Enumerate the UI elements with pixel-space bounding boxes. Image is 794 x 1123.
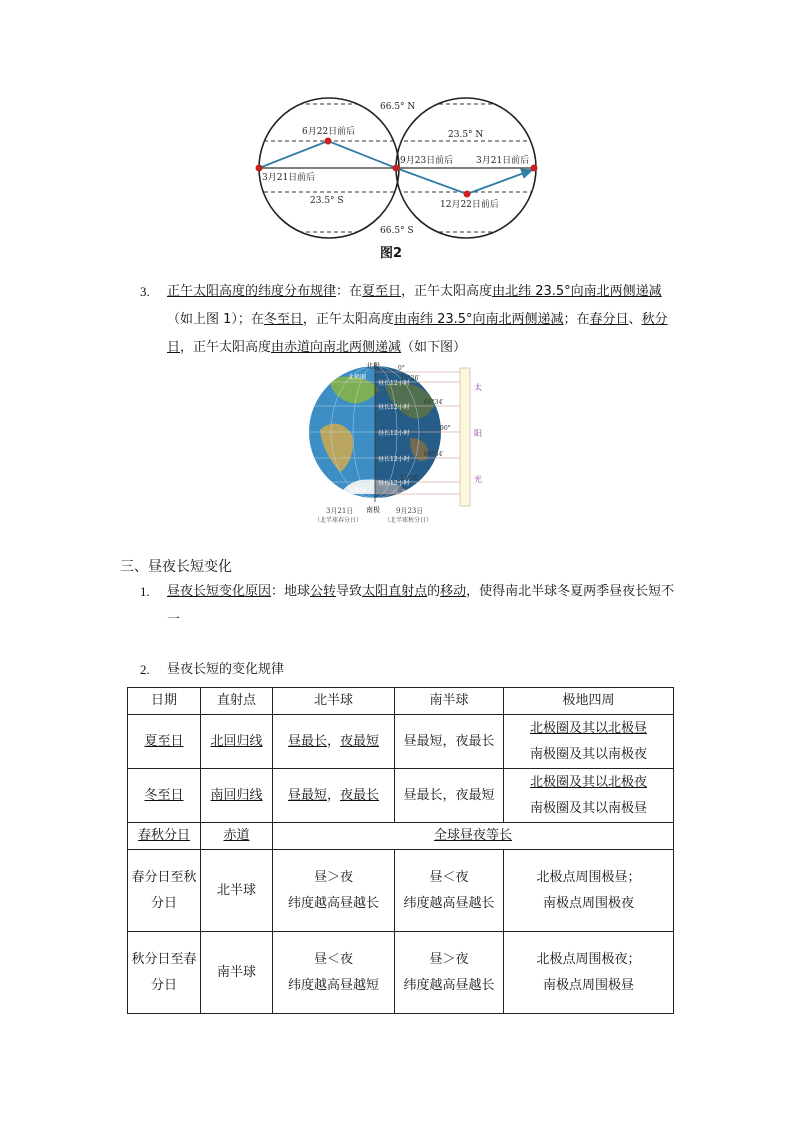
date-cell: 秋分日至春分日	[128, 932, 201, 1014]
north-cell	[273, 715, 395, 769]
table-row	[128, 715, 674, 769]
item-body	[167, 578, 680, 634]
polar-text: 南极点周围极昼	[542, 977, 634, 993]
north-text: 昼最短	[287, 787, 327, 803]
para-segment: 正午太阳高度的纬度分布规律	[167, 284, 337, 299]
polar-text: 南极点周围极夜	[542, 895, 634, 911]
equal-text: 全球昼夜等长	[433, 828, 512, 843]
point-cell: 南半球	[201, 932, 273, 1014]
point-jun22	[325, 138, 332, 145]
point-text: 南回归线	[210, 787, 263, 803]
para-segment: （如上图 1）；在	[167, 312, 264, 327]
item-segment: 移动	[440, 584, 467, 599]
para-segment: 由北纬 23.5°向南北两侧递减	[492, 284, 662, 299]
south-text: 纬度越高昼越长	[403, 977, 495, 993]
para-segment: 秋分日	[167, 312, 668, 355]
para-segment: 由南纬 23.5°向南北两侧递减	[393, 312, 564, 327]
north-text: 纬度越高昼越短	[287, 977, 379, 993]
item-segment: ：地球	[271, 584, 311, 599]
north-cell	[273, 769, 395, 823]
header-cell: 北半球	[273, 688, 395, 715]
north-text: 昼最长	[287, 733, 327, 749]
point-dec22	[464, 191, 471, 198]
label-sep23: 9月23日前后	[400, 156, 454, 166]
sun-path-figure	[250, 92, 550, 242]
item-number: 2.	[140, 662, 150, 677]
note-left: （北半球春分日）	[314, 517, 363, 524]
polar-cell	[504, 715, 674, 769]
point-mar21	[256, 165, 263, 172]
para-segment: 春分日	[589, 312, 629, 327]
date-left: 3月21日	[326, 507, 354, 515]
south-cell: 昼最短，夜最长	[395, 715, 504, 769]
arctic-circle-label: 北极圈	[348, 374, 367, 381]
polar-cell	[504, 769, 674, 823]
table-row	[128, 769, 674, 823]
polar-text: 北极点周围极夜；	[536, 951, 641, 967]
north-text: 夜最长	[340, 787, 380, 803]
para-segment: 、	[628, 312, 642, 327]
para-segment: （如下图）	[401, 340, 467, 355]
north-text: 昼＜夜	[313, 951, 353, 967]
polar-text: 南极圈及其以南极昼	[529, 800, 647, 816]
equinox-globe-figure	[300, 360, 490, 530]
item-segment: 的	[427, 584, 441, 599]
item-1	[140, 578, 680, 634]
angle-label: 90°	[440, 425, 451, 432]
day-length-label: 昼长12小时	[378, 456, 410, 463]
label-antarctic: 66.5° S	[380, 226, 414, 236]
item-segment: 公转	[310, 584, 337, 599]
paragraph-3	[140, 278, 680, 362]
label-tropic-s: 23.5° S	[310, 196, 344, 206]
point-sep23	[393, 165, 400, 172]
polar-text: 北极圈及其以北极夜	[529, 774, 647, 790]
para-segment: ，正午太阳高度	[180, 340, 272, 355]
south-text: 纬度越高昼越长	[403, 895, 495, 911]
date-text: 冬至日	[144, 787, 184, 803]
north-text: ，	[326, 787, 340, 803]
date-cell	[128, 823, 201, 850]
day-length-label: 昼长12小时	[378, 404, 410, 411]
item-title: 昼夜长短的变化规律	[167, 662, 285, 677]
table-row	[128, 850, 674, 932]
point-cell	[201, 823, 273, 850]
note-right: （北半球秋分日）	[384, 517, 433, 524]
north-cell	[273, 932, 395, 1014]
date-cell	[128, 769, 201, 823]
equal-cell	[273, 823, 674, 850]
polar-text: 北极圈及其以北极昼	[529, 720, 647, 736]
day-length-label: 昼长12小时	[378, 380, 410, 387]
angle-label: 0°	[398, 487, 405, 494]
north-text: ，	[326, 733, 340, 749]
para-segment: ；在	[563, 312, 590, 327]
south-text: 昼＜夜	[429, 869, 469, 885]
table-header-row	[128, 688, 674, 715]
point-cell: 北半球	[201, 850, 273, 932]
item-number: 3.	[140, 284, 150, 299]
north-text: 纬度越高昼越长	[287, 895, 379, 911]
item-segment: 太阳直射点	[362, 584, 428, 599]
para-segment: ，正午太阳高度	[401, 284, 493, 299]
label-dec22: 12月22日前后	[440, 200, 499, 210]
polar-text: 北极点周围极昼；	[536, 869, 641, 885]
polar-cell	[504, 850, 674, 932]
table-row	[128, 823, 674, 850]
antarctic-circle-label: 南极圈	[348, 487, 367, 494]
paragraph-body	[167, 278, 680, 362]
para-segment: 夏至日	[362, 284, 402, 299]
angle-label: 23°26′	[400, 375, 420, 382]
item-segment: 昼夜长短变化原因	[167, 584, 272, 599]
date-right: 9月23日	[396, 507, 424, 515]
angle-label: 0°	[398, 365, 405, 372]
south-cell	[395, 850, 504, 932]
south-cell: 昼最长，夜最短	[395, 769, 504, 823]
south-text: 昼＞夜	[429, 951, 469, 967]
para-segment: 由赤道向南北两侧递减	[271, 340, 402, 355]
para-segment: 冬至日	[263, 312, 303, 327]
angle-label: 66°34′	[424, 399, 444, 406]
date-text: 夏至日	[144, 733, 184, 749]
day-length-label: 昼长12小时	[378, 430, 410, 437]
item-number: 1.	[140, 584, 150, 599]
header-cell: 日期	[128, 688, 201, 715]
north-cell	[273, 850, 395, 932]
polar-text: 南极圈及其以南极夜	[529, 746, 647, 762]
point-cell	[201, 769, 273, 823]
angle-label: 66°34′	[424, 451, 444, 458]
south-cell	[395, 932, 504, 1014]
item-2	[140, 656, 680, 684]
sunlight-char: 阳	[474, 429, 482, 438]
date-cell	[128, 715, 201, 769]
date-text: 春秋分日	[137, 828, 190, 843]
point-text: 赤道	[223, 828, 250, 843]
item-segment: 导致	[336, 584, 363, 599]
day-length-label: 昼长12小时	[378, 480, 410, 487]
header-cell: 直射点	[201, 688, 273, 715]
label-tropic-n: 23.5° N	[448, 130, 484, 140]
south-pole-label: 南极	[366, 506, 380, 514]
north-text: 昼＞夜	[313, 869, 353, 885]
figure-caption: 图2	[380, 246, 403, 261]
para-segment: ：在	[336, 284, 363, 299]
header-cell: 南半球	[395, 688, 504, 715]
label-jun22: 6月22日前后	[302, 127, 356, 137]
point-mar21-right	[531, 165, 538, 172]
header-cell: 极地四周	[504, 688, 674, 715]
para-segment: ，正午太阳高度	[302, 312, 394, 327]
date-cell: 春分日至秋分日	[128, 850, 201, 932]
sunlight-char: 光	[474, 475, 482, 484]
section-heading: 三、昼夜长短变化	[120, 559, 232, 575]
angle-label: 23°26′	[400, 475, 420, 482]
sunlight-char: 太	[474, 383, 482, 392]
point-cell	[201, 715, 273, 769]
label-mar21-right: 3月21日前后	[476, 156, 530, 166]
item-segment: ，使得南北半球冬夏两季昼夜长短不一	[167, 584, 675, 627]
label-arctic: 66.5° N	[380, 102, 416, 112]
table-row	[128, 932, 674, 1014]
polar-cell	[504, 932, 674, 1014]
point-text: 北回归线	[210, 733, 263, 749]
label-mar21: 3月21日前后	[262, 173, 316, 183]
north-pole-label: 北极	[366, 362, 380, 370]
day-night-table	[127, 687, 674, 1014]
north-text: 夜最短	[340, 733, 380, 749]
